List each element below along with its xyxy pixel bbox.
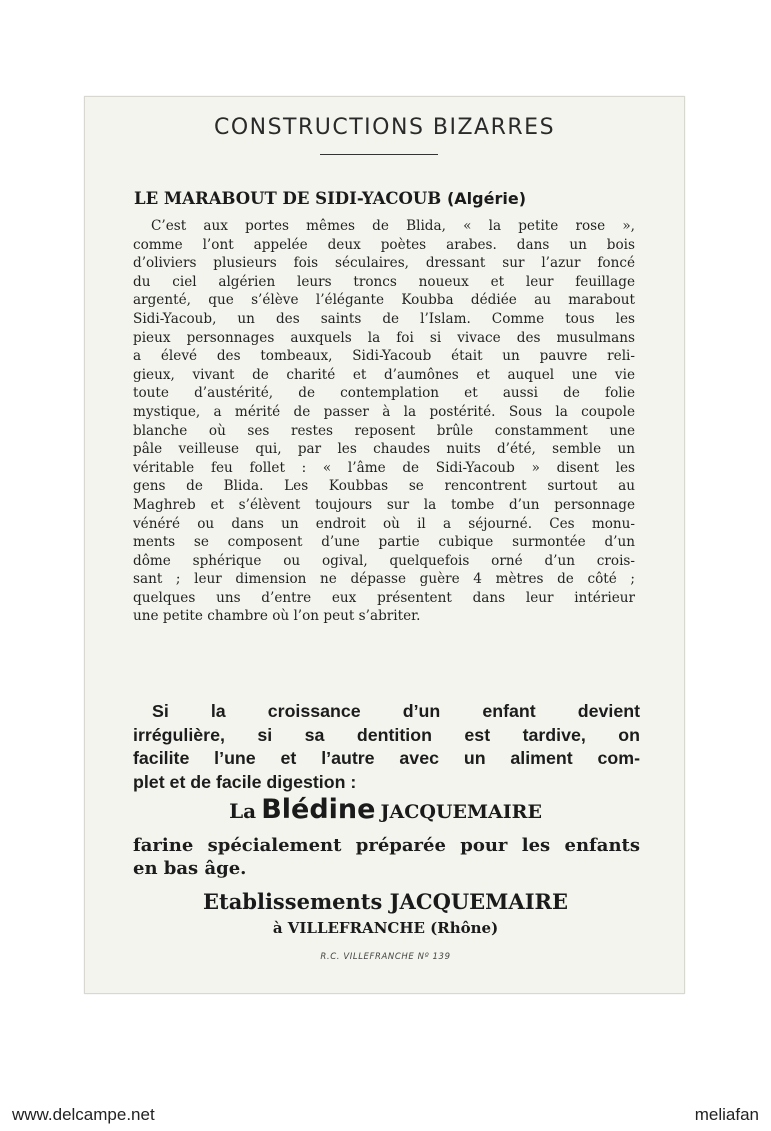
body-line: blanche où ses restes reposent brûle constamment une [133,422,635,439]
body-line: véritable feu follet : « l’âme de Sidi-Yacoub » disent les [133,459,635,476]
ad-line: irrégulière, si sa dentition est tardive, on [133,724,640,745]
series-title: CONSTRUCTIONS BIZARRES [213,115,556,140]
body-line: pieux personnages auxquels la foi si vivace des musulmans [133,329,635,346]
body-line: une petite chambre où l’on peut s’abriter. [133,608,421,625]
body-line: Sidi-Yacoub, un des saints de l’Islam. Comme tous les [133,310,635,327]
body-line: du ciel algérien leurs troncs noueux et leur feuillage [133,273,635,290]
article-title [134,189,526,208]
body-line: d’oliviers plusieurs fois séculaires, dressant sur l’azur foncé [133,255,635,272]
brand-prefix: La [229,799,257,823]
tagline-line: en bas âge. [133,858,247,879]
ad-line: plet et de facile digestion : [133,771,357,792]
body-line: ments se composent d’une partie cubique surmontée d’un [133,534,635,551]
brand-line [85,794,686,825]
body-line: mystique, a mérité de passer à la postérité. Sous la coupole [133,403,635,420]
brand-maker: JACQUEMAIRE [380,801,542,823]
watermark-left: www.delcampe.net [12,1105,155,1124]
company-address: à VILLEFRANCHE (Rhône) [272,919,499,937]
ad-line: Si la croissance d’un enfant devient [152,701,640,721]
body-line: gens de Blida. Les Koubbas se rencontrent surtout au [133,478,635,495]
title-divider [320,154,438,155]
body-line: gieux, vivant de charité et d’aumônes et auquel une vie [133,366,635,383]
tagline-line: farine spécialement préparée pour les enfants [133,835,640,856]
brand-name: Blédine [261,794,376,825]
article-body [133,217,635,626]
ad-line: facilite l’une et l’autre avec un aliment com- [133,748,640,768]
body-line: sant ; leur dimension ne dépasse guère 4 mètres de côté ; [133,571,635,588]
article-title-text: LE MARABOUT DE SIDI-YACOUB [134,189,442,208]
product-tagline [133,834,640,880]
watermark-right: meliafan [694,1105,759,1124]
advertisement-text [133,700,640,794]
body-line: toute d’austérité, de contemplation et aussi de folie [133,385,635,402]
body-line: dôme sphérique ou ogival, quelquefois orné d’un crois- [133,552,635,569]
body-line: vénéré ou dans un endroit où il a séjourné. Ces monu- [133,515,635,532]
body-line: argenté, que s’élève l’élégante Koubba dédiée au marabout [133,292,635,309]
body-line: comme l’ont appelée deux poètes arabes. dans un bois [133,236,635,253]
body-line: C’est aux portes mêmes de Blida, « la petite rose », [151,218,635,234]
body-line: Maghreb et s’élèvent toujours sur la tombe d’un personnage [133,496,635,513]
article-region: (Algérie) [446,189,527,208]
body-line: a élevé des tombeaux, Sidi-Yacoub était un pauvre reli- [133,348,635,365]
trade-card [84,96,685,994]
body-line: quelques uns d’entre eux présentent dans leur intérieur [133,589,635,606]
body-line: pâle veilleuse qui, par les chaudes nuits d’été, semble un [133,441,635,458]
registry-number: R.C. VILLEFRANCHE Nº 139 [320,952,451,962]
company-name: Etablissements JACQUEMAIRE [202,889,569,914]
